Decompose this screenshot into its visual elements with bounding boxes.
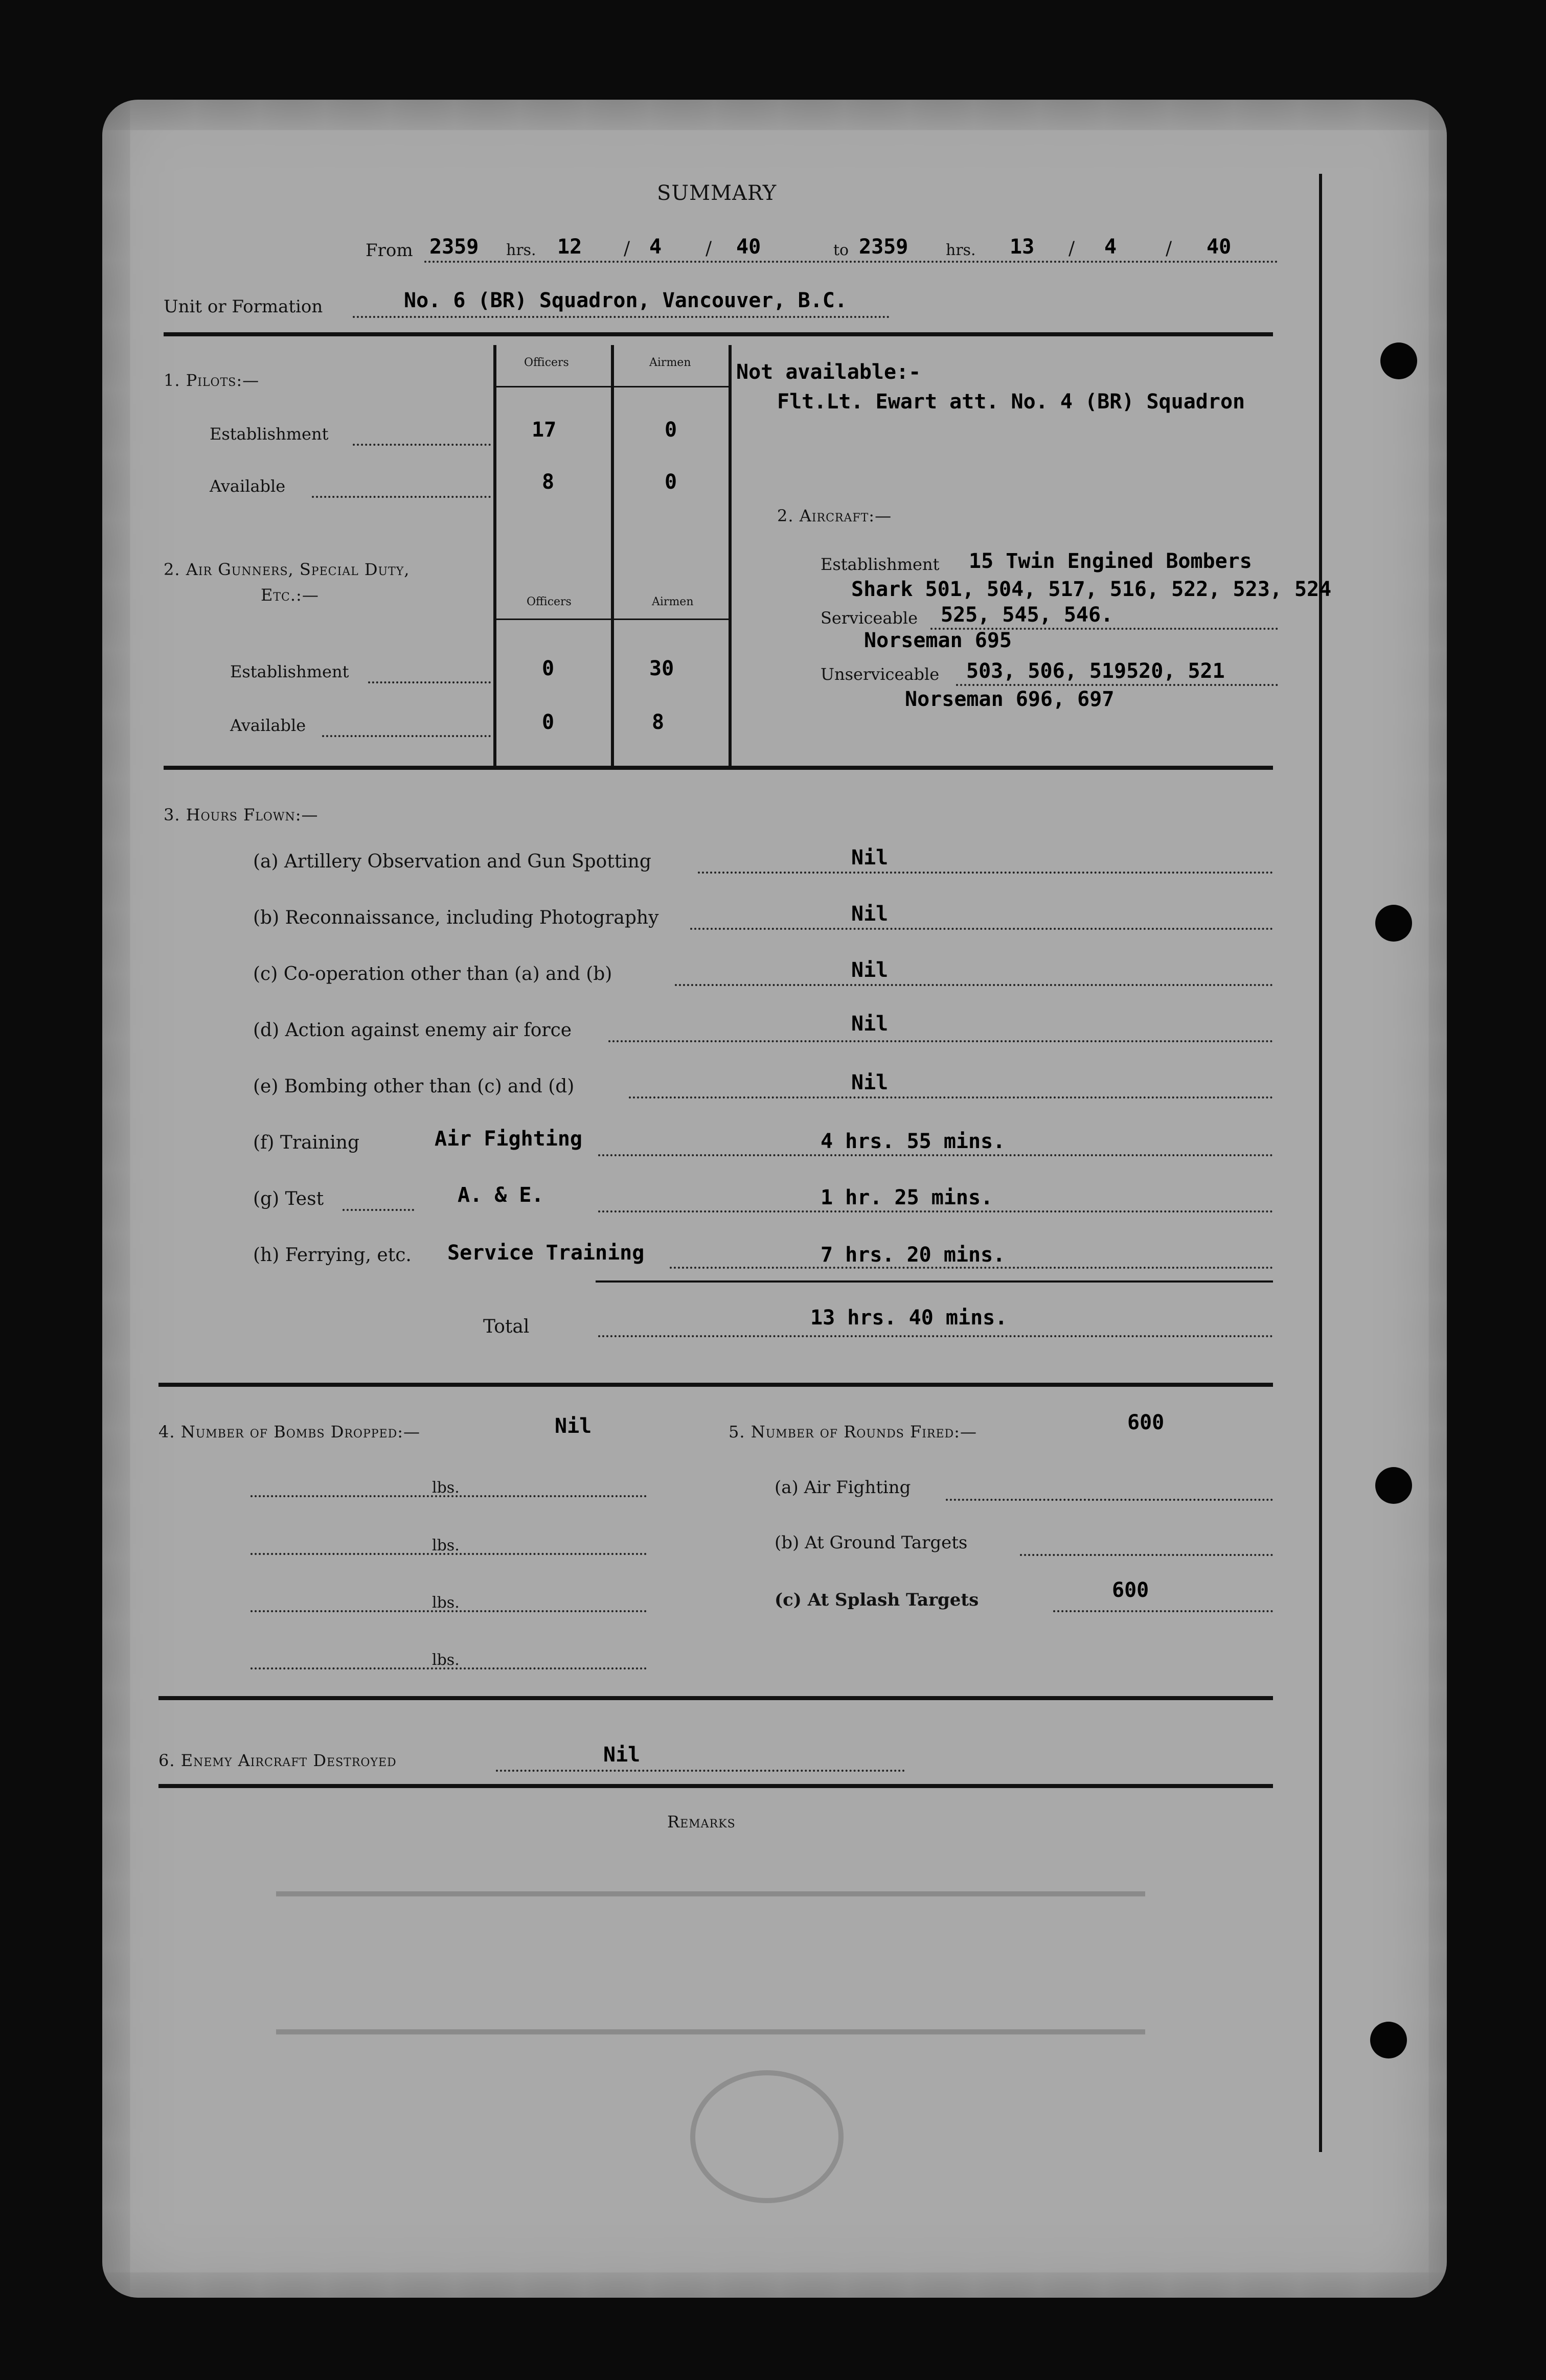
dotted-line [1020, 1554, 1273, 1556]
gunners-establishment-officers: 0 [542, 657, 555, 680]
dotted-line [670, 1267, 1273, 1269]
total-label: Total [483, 1316, 530, 1337]
rounds-splash-value: 600 [1112, 1578, 1149, 1602]
binder-hole [1375, 905, 1412, 942]
aircraft-unserviceable-label: Unserviceable [821, 665, 940, 684]
dotted-line [690, 928, 1273, 930]
dotted-line [608, 1040, 1273, 1042]
hours-item-label: (b) Reconnaissance, including Photography [253, 907, 659, 928]
unit-label: Unit or Formation [164, 296, 323, 317]
binder-hole [1380, 342, 1417, 379]
gunners-available-label: Available [230, 716, 306, 735]
remarks-heading: Remarks [667, 1812, 736, 1832]
margin-line [1319, 174, 1322, 2152]
lbs-label: lbs. [432, 1651, 460, 1669]
dotted-line [368, 681, 491, 683]
dotted-line [675, 984, 1273, 986]
pilots-heading: 1. Pilots:— [164, 371, 260, 390]
test-label: (g) Test [253, 1188, 324, 1209]
date-slash: / [624, 238, 630, 259]
not-available-line1: Not available:- [736, 360, 921, 384]
hours-item-value: Nil [851, 1012, 889, 1036]
pilots-airmen-header: Airmen [649, 356, 691, 369]
rounds-air-fighting-label: (a) Air Fighting [775, 1477, 911, 1498]
gunners-establishment-label: Establishment [230, 662, 349, 681]
pilots-officers-header: Officers [524, 356, 569, 369]
hrs-label: hrs. [506, 241, 536, 259]
lbs-label: lbs. [432, 1594, 460, 1612]
test-detail: A. & E. [458, 1183, 544, 1207]
training-detail: Air Fighting [435, 1127, 582, 1151]
pilots-establishment-airmen: 0 [665, 418, 677, 442]
not-available-line2: Flt.Lt. Ewart att. No. 4 (BR) Squadron [777, 390, 1245, 414]
to-year: 40 [1207, 235, 1232, 259]
divider [158, 1383, 1273, 1387]
unit-value: No. 6 (BR) Squadron, Vancouver, B.C. [404, 289, 847, 312]
bleed-through-marks [276, 1891, 1145, 2034]
rounds-splash-label: (c) At Splash Targets [775, 1590, 979, 1610]
grid-vline [729, 345, 732, 767]
dotted-line [1053, 1610, 1273, 1612]
date-slash: / [1068, 238, 1075, 259]
bombs-heading: 4. Number of Bombs Dropped:— [158, 1422, 421, 1441]
lbs-label: lbs. [432, 1479, 460, 1497]
dotted-line [312, 496, 491, 498]
dotted-line [956, 684, 1278, 686]
from-year: 40 [736, 235, 761, 259]
ferrying-detail: Service Training [447, 1241, 645, 1265]
aircraft-unserviceable-value: 503, 506, 519520, 521 [966, 659, 1225, 683]
training-label: (f) Training [253, 1132, 359, 1153]
dotted-line [322, 735, 491, 737]
hours-item-label: (c) Co-operation other than (a) and (b) [253, 964, 612, 985]
gunners-officers-header: Officers [527, 596, 572, 608]
lbs-label: lbs. [432, 1537, 460, 1554]
rounds-ground-label: (b) At Ground Targets [775, 1532, 968, 1553]
bombs-value: Nil [555, 1414, 592, 1438]
gunners-establishment-airmen: 30 [649, 657, 674, 680]
aircraft-unserviceable-norseman: Norseman 696, 697 [905, 688, 1115, 711]
dotted-line [496, 1770, 905, 1772]
dotted-line [946, 1499, 1273, 1501]
dotted-line [343, 1209, 414, 1211]
dotted-line [698, 872, 1273, 874]
grid-vline [493, 345, 496, 767]
pilots-establishment-label: Establishment [210, 424, 329, 444]
to-time: 2359 [859, 235, 908, 259]
enemy-heading: 6. Enemy Aircraft Destroyed [158, 1751, 397, 1770]
hours-item-label: (a) Artillery Observation and Gun Spotting [253, 851, 651, 872]
binder-hole [1370, 2022, 1407, 2058]
to-month: 4 [1104, 235, 1117, 259]
grid-vline [611, 345, 614, 767]
training-value: 4 hrs. 55 mins. [821, 1130, 1006, 1153]
dotted-line [598, 1154, 1273, 1156]
test-value: 1 hr. 25 mins. [821, 1186, 993, 1209]
hours-item-value: Nil [851, 958, 889, 982]
aircraft-serviceable-norseman: Norseman 695 [864, 629, 1012, 652]
binder-hole [1375, 1467, 1412, 1504]
pilots-available-airmen: 0 [665, 470, 677, 494]
gunners-available-officers: 0 [542, 711, 555, 734]
pilots-available-label: Available [210, 476, 286, 496]
dotted-line [353, 444, 491, 446]
gunners-available-airmen: 8 [652, 711, 665, 734]
sum-line [596, 1280, 1273, 1283]
aircraft-serviceable-label: Serviceable [821, 608, 918, 628]
to-day: 13 [1010, 235, 1035, 259]
ferrying-value: 7 hrs. 20 mins. [821, 1243, 1006, 1267]
gunners-heading: 2. Air Gunners, Special Duty, [164, 560, 410, 579]
divider [164, 766, 1273, 770]
dotted-line [598, 1210, 1273, 1212]
grid-hline [493, 386, 732, 387]
date-slash: / [1166, 238, 1172, 259]
to-hrs-label: hrs. [946, 241, 976, 259]
grid-hline [493, 619, 732, 620]
to-label: to [833, 241, 849, 259]
divider [158, 1784, 1273, 1788]
rounds-value: 600 [1127, 1411, 1165, 1434]
aircraft-serviceable-value: 525, 545, 546. [941, 603, 1113, 627]
divider [158, 1696, 1273, 1700]
from-day: 12 [557, 235, 582, 259]
aircraft-establishment-label: Establishment [821, 555, 940, 574]
pilots-establishment-officers: 17 [532, 418, 557, 442]
hours-heading: 3. Hours Flown:— [164, 805, 319, 825]
total-value: 13 hrs. 40 mins. [810, 1306, 1008, 1330]
aircraft-shark-list: Shark 501, 504, 517, 516, 522, 523, 524 [851, 578, 1332, 601]
from-time: 2359 [429, 235, 479, 259]
summary-title: SUMMARY [657, 181, 777, 205]
pilots-available-officers: 8 [542, 470, 555, 494]
enemy-value: Nil [603, 1743, 641, 1767]
aircraft-heading: 2. Aircraft:— [777, 506, 892, 525]
from-label: From [366, 240, 413, 261]
gunners-heading-etc: Etc.:— [261, 585, 319, 605]
date-slash: / [706, 238, 712, 259]
unit-dotted-line [353, 316, 890, 318]
from-month: 4 [649, 235, 662, 259]
rounds-heading: 5. Number of Rounds Fired:— [729, 1422, 977, 1441]
hours-item-value: Nil [851, 846, 889, 869]
hours-item-value: Nil [851, 902, 889, 926]
hours-item-label: (e) Bombing other than (c) and (d) [253, 1076, 575, 1097]
hours-item-label: (d) Action against enemy air force [253, 1020, 572, 1041]
hours-item-value: Nil [851, 1071, 889, 1094]
gunners-airmen-header: Airmen [652, 596, 694, 608]
divider [164, 332, 1273, 336]
aircraft-establishment-value: 15 Twin Engined Bombers [969, 550, 1252, 573]
dotted-line [598, 1335, 1273, 1337]
dotted-line [629, 1096, 1273, 1099]
bleed-through-circle [690, 2070, 844, 2203]
ferrying-label: (h) Ferrying, etc. [253, 1245, 412, 1266]
date-dotted-line [424, 261, 1278, 263]
